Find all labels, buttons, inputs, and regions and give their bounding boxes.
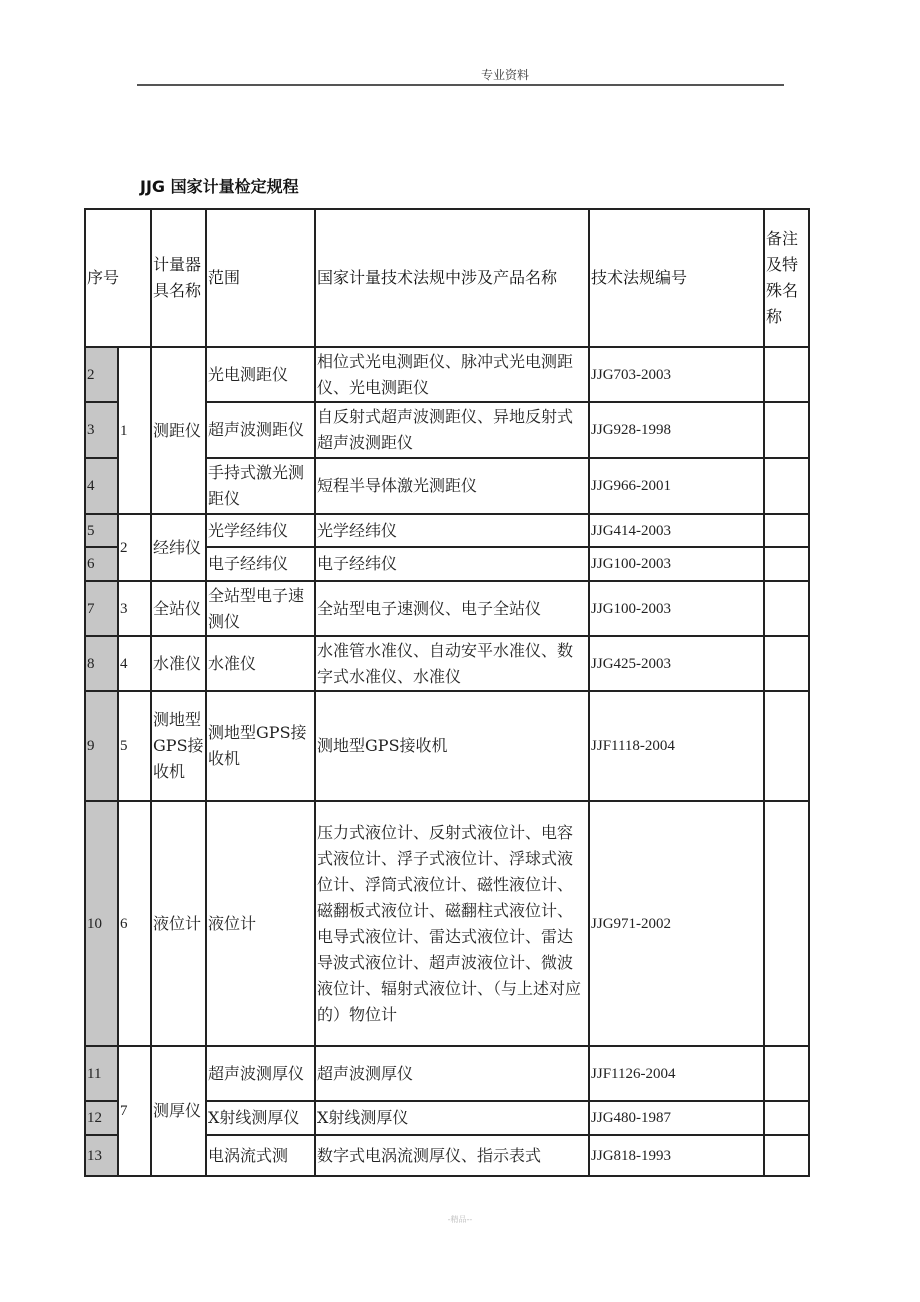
row-code: JJG100-2003 [589, 547, 764, 581]
row-seq: 3 [85, 402, 118, 458]
row-seq: 6 [85, 547, 118, 581]
header-scope: 范围 [206, 209, 315, 347]
row-remarks [764, 581, 809, 636]
row-code: JJF1126-2004 [589, 1046, 764, 1101]
row-seq: 5 [85, 514, 118, 547]
group-number: 3 [118, 581, 151, 636]
row-products: 全站型电子速测仪、电子全站仪 [315, 581, 589, 636]
row-code: JJG703-2003 [589, 347, 764, 402]
row-products: 数字式电涡流测厚仪、指示表式 [315, 1135, 589, 1176]
row-seq: 4 [85, 458, 118, 514]
row-products: 测地型GPS接收机 [315, 691, 589, 801]
group-instrument: 液位计 [151, 801, 206, 1046]
row-remarks [764, 458, 809, 514]
table-row [85, 636, 809, 691]
row-products: X射线测厚仪 [315, 1101, 589, 1135]
row-code: JJG414-2003 [589, 514, 764, 547]
row-scope: 手持式激光测距仪 [206, 458, 315, 514]
row-remarks [764, 691, 809, 801]
group-number: 4 [118, 636, 151, 691]
row-scope: 电子经纬仪 [206, 547, 315, 581]
row-products: 短程半导体激光测距仪 [315, 458, 589, 514]
row-seq: 8 [85, 636, 118, 691]
row-products: 水准管水准仪、自动安平水准仪、数字式水准仪、水准仪 [315, 636, 589, 691]
table-row [85, 691, 809, 801]
group-instrument: 全站仪 [151, 581, 206, 636]
row-scope: 水准仪 [206, 636, 315, 691]
row-remarks [764, 514, 809, 547]
header-code: 技术法规编号 [589, 209, 764, 347]
row-remarks [764, 547, 809, 581]
document-title: JJG 国家计量检定规程 [140, 177, 299, 196]
row-code: JJG928-1998 [589, 402, 764, 458]
group-number: 2 [118, 514, 151, 581]
row-remarks [764, 801, 809, 1046]
group-number: 5 [118, 691, 151, 801]
table-row [85, 801, 809, 1046]
row-scope: 测地型GPS接收机 [206, 691, 315, 801]
row-products: 超声波测厚仪 [315, 1046, 589, 1101]
row-seq: 11 [85, 1046, 118, 1101]
row-code: JJG100-2003 [589, 581, 764, 636]
group-instrument: 经纬仪 [151, 514, 206, 581]
table-header-row [85, 209, 809, 347]
row-scope: 液位计 [206, 801, 315, 1046]
table-row [85, 581, 809, 636]
row-scope: 光学经纬仪 [206, 514, 315, 547]
group-number: 6 [118, 801, 151, 1046]
row-seq: 12 [85, 1101, 118, 1135]
page-header: 专业资料 [480, 68, 529, 82]
row-remarks [764, 1101, 809, 1135]
row-remarks [764, 347, 809, 402]
row-remarks [764, 1046, 809, 1101]
row-code: JJG971-2002 [589, 801, 764, 1046]
group-number: 7 [118, 1046, 151, 1176]
row-products: 光学经纬仪 [315, 514, 589, 547]
row-code: JJG818-1993 [589, 1135, 764, 1176]
row-remarks [764, 402, 809, 458]
regulation-table [84, 208, 810, 1177]
row-seq: 13 [85, 1135, 118, 1176]
header-seq: 序号 [85, 209, 151, 347]
row-products: 自反射式超声波测距仪、异地反射式超声波测距仪 [315, 402, 589, 458]
row-scope: X射线测厚仪 [206, 1101, 315, 1135]
row-code: JJF1118-2004 [589, 691, 764, 801]
row-seq: 7 [85, 581, 118, 636]
row-scope: 超声波测距仪 [206, 402, 315, 458]
row-scope: 超声波测厚仪 [206, 1046, 315, 1101]
header-products: 国家计量技术法规中涉及产品名称 [315, 209, 589, 347]
row-scope: 光电测距仪 [206, 347, 315, 402]
row-seq: 10 [85, 801, 118, 1046]
row-seq: 2 [85, 347, 118, 402]
row-products: 相位式光电测距仪、脉冲式光电测距仪、光电测距仪 [315, 347, 589, 402]
group-instrument: 测地型GPS接收机 [151, 691, 206, 801]
header-divider [137, 84, 784, 86]
table-row [85, 347, 809, 402]
row-products: 压力式液位计、反射式液位计、电容式液位计、浮子式液位计、浮球式液位计、浮筒式液位计、磁性液位计、磁翻板式液位计、磁翻柱式液位计、电导式液位计、雷达式液位计、雷达导波式液位计、超声波液位计、微波液位计、辐射式液位计、（与上述对应的）物位计 [315, 801, 589, 1046]
row-seq: 9 [85, 691, 118, 801]
group-instrument: 水准仪 [151, 636, 206, 691]
row-code: JJG480-1987 [589, 1101, 764, 1135]
row-code: JJG966-2001 [589, 458, 764, 514]
group-instrument: 测厚仪 [151, 1046, 206, 1176]
header-remarks: 备注及特殊名称 [764, 209, 809, 347]
group-number: 1 [118, 347, 151, 514]
row-products: 电子经纬仪 [315, 547, 589, 581]
header-instrument: 计量器具名称 [151, 209, 206, 347]
row-remarks [764, 636, 809, 691]
page-footer: -精品-- [447, 1215, 473, 1224]
table-row [85, 1046, 809, 1101]
row-scope: 电涡流式测 [206, 1135, 315, 1176]
row-code: JJG425-2003 [589, 636, 764, 691]
group-instrument: 测距仪 [151, 347, 206, 514]
table-row [85, 514, 809, 547]
row-remarks [764, 1135, 809, 1176]
row-scope: 全站型电子速测仪 [206, 581, 315, 636]
